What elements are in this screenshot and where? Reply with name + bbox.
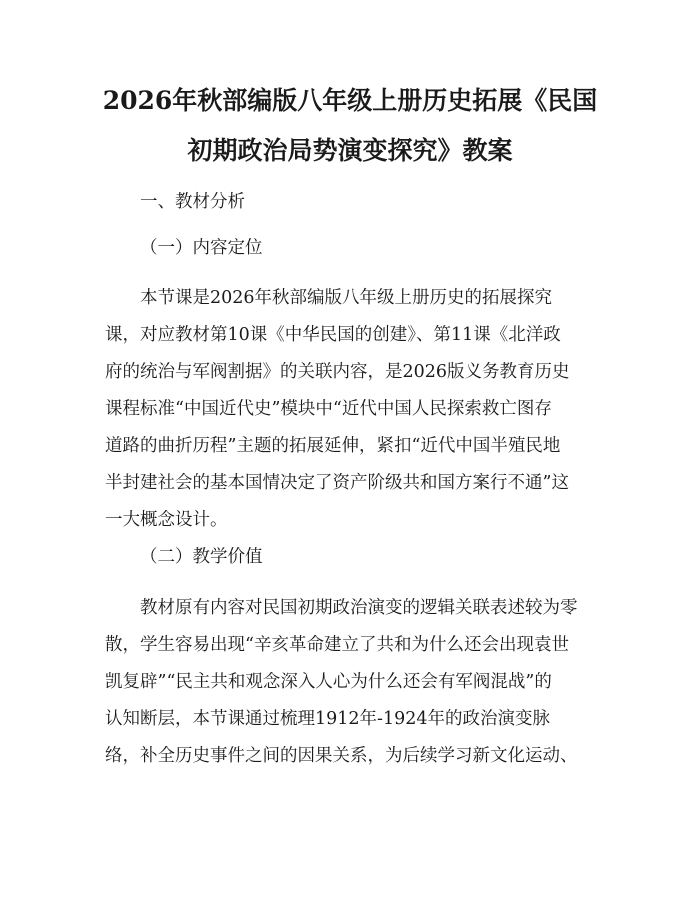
paragraph-line: 一大概念设计。 (105, 510, 228, 530)
paragraph-line: 散，学生容易出现“辛亥革命建立了共和为什么还会出现袁世 (105, 635, 569, 655)
paragraph-line: 教材原有内容对民国初期政治演变的逻辑关联表述较为零 (140, 598, 578, 618)
paragraph-line: 认知断层，本节课通过梳理1912年-1924年的政治演变脉 (105, 709, 550, 729)
paragraph-line: 课，对应教材第10课《中华民国的创建》、第11课《北洋政 (105, 325, 561, 345)
paragraph-line: 道路的曲折历程”主题的拓展延伸，紧扣“近代中国半殖民地 (105, 436, 561, 456)
subsection-heading-teaching-value: （二）教学价值 (140, 547, 263, 567)
paragraph-line: 络，补全历史事件之间的因果关系，为后续学习新文化运动、 (105, 746, 578, 766)
subsection-heading-content-positioning: （一）内容定位 (140, 238, 263, 258)
section-heading-teaching-material-analysis: 一、教材分析 (140, 192, 245, 212)
paragraph-line: 课程标准“中国近代史”模块中“近代中国人民探索救亡图存 (105, 399, 552, 419)
paragraph-line: 凯复辟”“民主共和观念深入人心为什么还会有军阀混战”的 (105, 672, 552, 692)
paragraph-line: 半封建社会的基本国情决定了资产阶级共和国方案行不通”这 (105, 473, 569, 493)
paragraph-line: 府的统治与军阀割据》的关联内容，是2026版义务教育历史 (105, 362, 570, 382)
paragraph-line: 本节课是2026年秋部编版八年级上册历史的拓展探究 (140, 288, 553, 308)
document-title-line-2: 初期政治局势演变探究》教案 (187, 136, 513, 165)
document-title-line-1: 2026年秋部编版八年级上册历史拓展《民国 (102, 86, 598, 115)
